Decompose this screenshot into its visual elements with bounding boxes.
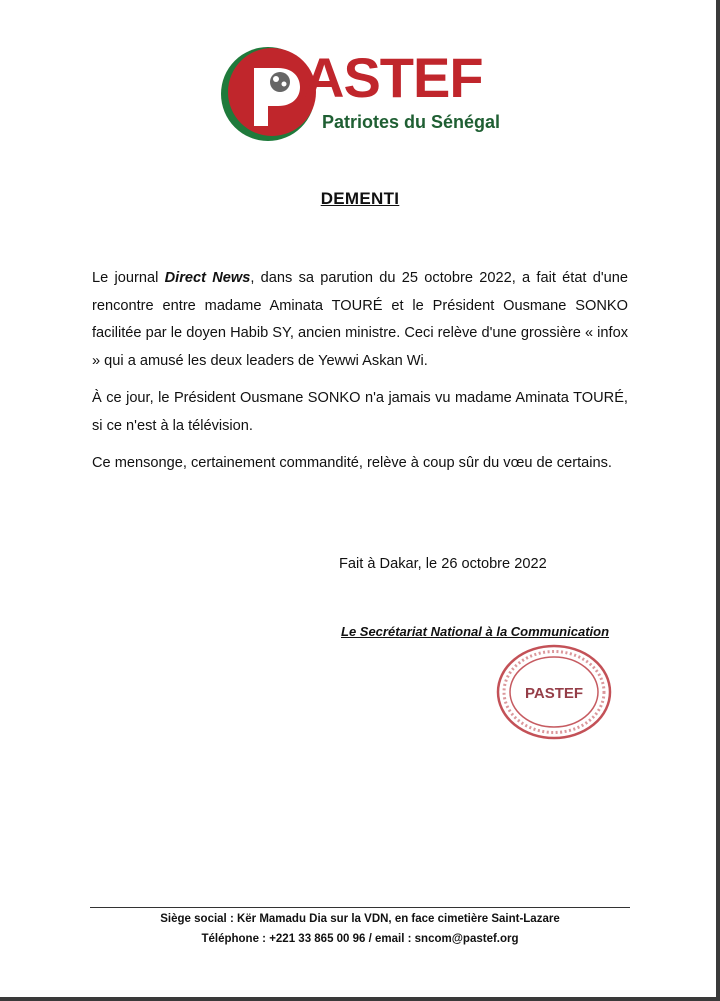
- signature-line: Le Secrétariat National à la Communication: [341, 624, 610, 639]
- paragraph-2: À ce jour, le Président Ousmane SONKO n'a jamais vu madame Aminata TOURÉ, si ce n'est à la télévision.: [92, 390, 628, 434]
- stamp-text: PASTEF: [524, 685, 584, 702]
- logo-tagline: Patriotes du Sénégal: [322, 112, 501, 132]
- date-place-line: Fait à Dakar, le 26 octobre 2022: [339, 556, 547, 572]
- document-body: [92, 265, 628, 488]
- paragraph-1: Le journal Direct News, dans sa parution du 25 octobre 2022, a fait état d'une rencontre entre madame Aminata TOURÉ et le Président Ousmane SONKO facilitée par le doyen Habib SY, ancien ministre. Ceci relève d'une grossière « infox » qui a amusé les deux leaders de Yewwi Askan Wi.: [92, 270, 629, 369]
- newspaper-name: Direct News: [164, 270, 251, 286]
- footer-address: Siège social : Kër Mamadu Dia sur la VDN, en face cimetière Saint-Lazare: [160, 913, 560, 925]
- document-title: DEMENTI: [320, 189, 400, 208]
- footer-contact: Téléphone : +221 33 865 00 96 / email : sncom@pastef.org: [201, 933, 519, 945]
- paragraph-3: Ce mensonge, certainement commandité, relève à coup sûr du vœu de certains.: [92, 455, 612, 471]
- footer-divider: [90, 907, 630, 908]
- official-stamp: [490, 642, 618, 742]
- logo-wordmark: ASTEF: [304, 46, 483, 109]
